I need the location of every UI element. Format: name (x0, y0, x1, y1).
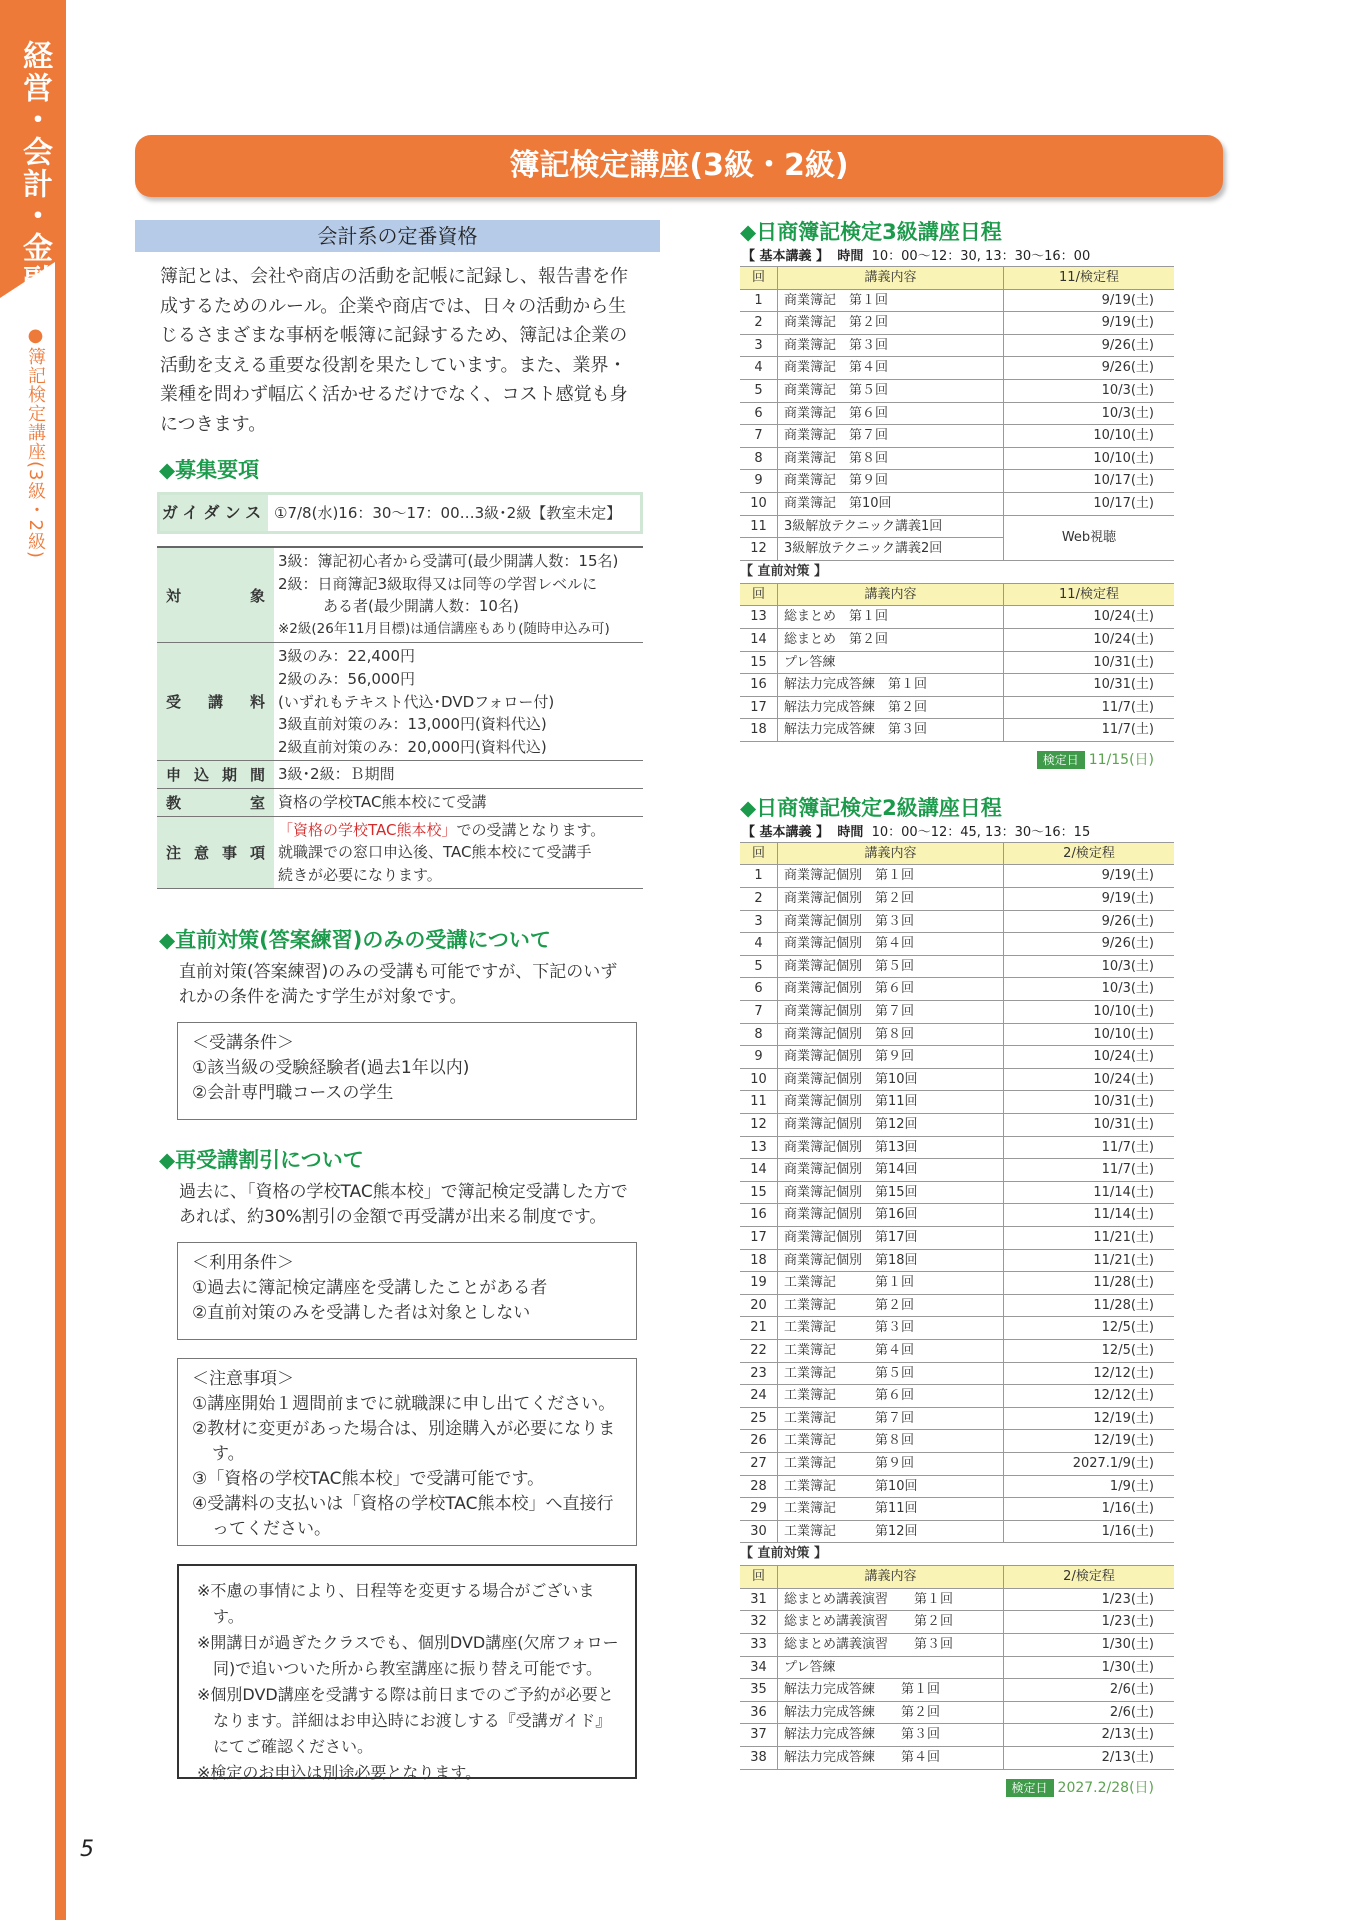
row-content: 総まとめ講義演習 第３回 (778, 1634, 1004, 1657)
row-content: 工業簿記 第４回 (778, 1339, 1004, 1362)
row-date: 10/10(土) (1004, 1001, 1175, 1024)
row-date: 9/19(土) (1004, 312, 1175, 335)
row-content: 商業簿記 第10回 (778, 492, 1004, 515)
row-content: 商業簿記 第５回 (778, 379, 1004, 402)
row-number: 15 (740, 651, 778, 674)
row-number: 33 (740, 1634, 778, 1657)
row-content: 工業簿記 第11回 (778, 1498, 1004, 1521)
table-row (740, 379, 1174, 402)
row-number: 17 (740, 1226, 778, 1249)
row-content: 商業簿記 第８回 (778, 447, 1004, 470)
table-row (740, 334, 1174, 357)
table-row (740, 628, 1174, 651)
table-row (740, 1272, 1174, 1295)
table-row (740, 1656, 1174, 1679)
table-row (740, 865, 1174, 888)
row-number: 12 (740, 1114, 778, 1137)
row-content: 解法力完成答練 第２回 (778, 1701, 1004, 1724)
schedule-3-table (740, 266, 1174, 561)
row-number: 16 (740, 674, 778, 697)
table-row (740, 312, 1174, 335)
row-number: 28 (740, 1475, 778, 1498)
page-title-banner: 簿記検定講座(3級・2級) (135, 135, 1223, 197)
row-content: 商業簿記個別 第６回 (778, 978, 1004, 1001)
row-number: 4 (740, 933, 778, 956)
table-row (740, 1385, 1174, 1408)
row-date: 12/19(土) (1004, 1407, 1175, 1430)
schedule-2-direct-label: 【 直前対策 】 (740, 1546, 828, 1562)
row-date: 10/24(土) (1004, 606, 1175, 629)
row-content: 工業簿記 第５回 (778, 1362, 1004, 1385)
sidebar-subtitle: ●簿記検定講座(3級・2級) (25, 325, 46, 559)
row-date: 10/24(土) (1004, 1068, 1175, 1091)
row-date: 12/12(土) (1004, 1362, 1175, 1385)
table-row (740, 515, 1174, 538)
table-row (740, 1588, 1174, 1611)
table-row (740, 402, 1174, 425)
caution-value: 「資格の学校TAC熊本校」での受講となります。 就職課での窓口申込後、TAC熊本校にて受講手 続きが必要になります。 (274, 816, 643, 889)
row-content: 商業簿記 第９回 (778, 470, 1004, 493)
row-number: 7 (740, 425, 778, 448)
row-date: 10/24(土) (1004, 628, 1175, 651)
table-row (740, 933, 1174, 956)
row-number: 29 (740, 1498, 778, 1521)
schedule-2-heading: ◆日商簿記検定2級講座日程 (740, 795, 1002, 820)
row-number: 10 (740, 492, 778, 515)
row-number: 8 (740, 1023, 778, 1046)
table-header: 回 講義内容 2/検定程 (740, 842, 1174, 865)
table-row (740, 1634, 1174, 1657)
web-viewing-label: Web視聴 (1004, 515, 1175, 560)
table-row (740, 719, 1174, 742)
table-row (740, 1249, 1174, 1272)
table-row (740, 1475, 1174, 1498)
rediscount-text: 過去に、「資格の学校TAC熊本校」で簿記検定受講した方であれば、約30%割引の金額で再受講が出来る制度です。 (179, 1182, 628, 1227)
row-content: 解法力完成答練 第４回 (778, 1747, 1004, 1770)
catchphrase: 会計系の定番資格 (135, 220, 660, 252)
room-value: 資格の学校TAC熊本校にて受講 (274, 788, 643, 816)
row-date: 10/3(土) (1004, 955, 1175, 978)
row-date: 10/24(土) (1004, 1046, 1175, 1069)
row-content: プレ答練 (778, 651, 1004, 674)
row-number: 8 (740, 447, 778, 470)
row-number: 14 (740, 1159, 778, 1182)
table-row (740, 1068, 1174, 1091)
caution-label: 注 意 事 項 (157, 816, 274, 889)
condition-box: ＜受講条件＞ ①該当級の受験経験者(過去1年以内) ②会計専門職コースの学生 (177, 1022, 637, 1120)
row-number: 27 (740, 1452, 778, 1475)
row-content: 商業簿記個別 第５回 (778, 955, 1004, 978)
table-row (740, 674, 1174, 697)
row-number: 31 (740, 1588, 778, 1611)
schedule-2-direct-table (740, 1565, 1174, 1769)
right-column (740, 218, 1180, 1798)
table-row (740, 1679, 1174, 1702)
row-content: 商業簿記 第３回 (778, 334, 1004, 357)
row-number: 37 (740, 1724, 778, 1747)
row-content: 総まとめ 第１回 (778, 606, 1004, 629)
row-number: 4 (740, 357, 778, 380)
row-number: 25 (740, 1407, 778, 1430)
schedule-3-direct-table (740, 583, 1174, 742)
row-content: 工業簿記 第８回 (778, 1430, 1004, 1453)
row-date: 2/6(土) (1004, 1679, 1175, 1702)
table-row (740, 1520, 1174, 1543)
row-date: 10/17(土) (1004, 492, 1175, 515)
row-number: 18 (740, 1249, 778, 1272)
row-date: 1/23(土) (1004, 1588, 1175, 1611)
row-content: 工業簿記 第３回 (778, 1317, 1004, 1340)
guidance-value: ①7/8(水)16：30〜17：00…3級･2級【教室未定】 (274, 504, 622, 522)
table-row (740, 978, 1174, 1001)
row-date: 1/30(土) (1004, 1656, 1175, 1679)
table-row (740, 1701, 1174, 1724)
table-row (740, 1159, 1174, 1182)
row-content: 解法力完成答練 第３回 (778, 1724, 1004, 1747)
table-row (157, 788, 643, 816)
row-date: 9/26(土) (1004, 910, 1175, 933)
period-label: 申 込 期 間 (157, 761, 274, 789)
row-number: 16 (740, 1204, 778, 1227)
row-date: 9/26(土) (1004, 933, 1175, 956)
row-number: 32 (740, 1611, 778, 1634)
table-row (740, 1001, 1174, 1024)
row-number: 20 (740, 1294, 778, 1317)
row-content: 商業簿記個別 第３回 (778, 910, 1004, 933)
row-content: 商業簿記個別 第16回 (778, 1204, 1004, 1227)
row-date: 11/7(土) (1004, 1136, 1175, 1159)
table-header: 回 講義内容 11/検定程 (740, 267, 1174, 290)
row-date: 9/26(土) (1004, 334, 1175, 357)
row-date: 11/7(土) (1004, 696, 1175, 719)
table-row (157, 643, 643, 761)
row-content: 商業簿記個別 第14回 (778, 1159, 1004, 1182)
table-row (740, 651, 1174, 674)
row-date: 12/19(土) (1004, 1430, 1175, 1453)
room-label: 教 室 (157, 788, 274, 816)
table-row (740, 447, 1174, 470)
table-row (740, 696, 1174, 719)
row-content: 工業簿記 第10回 (778, 1475, 1004, 1498)
row-content: プレ答練 (778, 1656, 1004, 1679)
row-content: 解法力完成答練 第１回 (778, 674, 1004, 697)
row-content: 商業簿記個別 第12回 (778, 1114, 1004, 1137)
row-number: 13 (740, 606, 778, 629)
table-row (157, 547, 643, 643)
exam-date-2: 検定日 2027.2/28(日) (740, 1778, 1154, 1798)
row-number: 1 (740, 289, 778, 312)
row-date: 1/9(土) (1004, 1475, 1175, 1498)
direct-text: 直前対策(答案練習)のみの受講も可能ですが、下記のいずれかの条件を満たす学生が対象です。 (179, 962, 618, 1007)
target-label: 対 象 (157, 547, 274, 643)
recruit-heading: ◆募集要項 (159, 458, 260, 482)
row-date: 10/10(土) (1004, 425, 1175, 448)
notes-box: ※不慮の事情により、日程等を変更する場合がございます。 ※開講日が過ぎたクラスでも、個別DVD講座(欠席フォロー同)で追いついた所から教室講座に振り替え可能です。 ※個別DVD講座を受講する際は前日までのご予約が必要となります。詳細はお申込時にお渡しする『受講ガイド』にてご確認ください。 ※検定のお申込は別途必要となります。 (177, 1564, 637, 1779)
table-header: 回 講義内容 2/検定程 (740, 1566, 1174, 1589)
rediscount-heading: ◆再受講割引について (159, 1148, 364, 1172)
guidance-row (157, 492, 643, 534)
row-date: 11/7(土) (1004, 1159, 1175, 1182)
table-row (740, 1114, 1174, 1137)
row-content: 工業簿記 第９回 (778, 1452, 1004, 1475)
row-content: 商業簿記個別 第１回 (778, 865, 1004, 888)
row-number: 3 (740, 334, 778, 357)
row-date: 10/10(土) (1004, 1023, 1175, 1046)
row-content: 商業簿記個別 第18回 (778, 1249, 1004, 1272)
row-date: 10/3(土) (1004, 402, 1175, 425)
table-row (740, 1362, 1174, 1385)
table-row (740, 1611, 1174, 1634)
row-number: 23 (740, 1362, 778, 1385)
schedule-3-direct-label: 【 直前対策 】 (740, 563, 828, 579)
table-row (740, 1724, 1174, 1747)
page-number: 5 (80, 1837, 94, 1862)
row-number: 34 (740, 1656, 778, 1679)
row-number: 3 (740, 910, 778, 933)
table-row (740, 1181, 1174, 1204)
table-row (740, 1226, 1174, 1249)
schedule-3-heading: ◆日商簿記検定3級講座日程 (740, 220, 1002, 244)
row-content: 解法力完成答練 第１回 (778, 1679, 1004, 1702)
intro-text: 簿記とは、会社や商店の活動を記帳に記録し、報告書を作成するためのルール。企業や商店では、日々の活動から生じるさまざまな事柄を帳簿に記録するため、簿記は企業の活動を支える重要な役割を果たしています。また、業界・業種を問わず幅広く活かせるだけでなく、コスト感覚も身につきます。 (160, 266, 628, 435)
sidebar-title: 経営・会計・金融 (17, 40, 52, 296)
row-content: 総まとめ 第２回 (778, 628, 1004, 651)
row-date: 1/30(土) (1004, 1634, 1175, 1657)
table-row (740, 1339, 1174, 1362)
row-number: 17 (740, 696, 778, 719)
fee-value: 3級のみ：22,400円 2級のみ：56,000円 (いずれもテキスト代込･DVDフォロー付) 3級直前対策のみ：13,000円(資料代込) 2級直前対策のみ：20,000円(資料代込) (274, 643, 643, 761)
row-number: 9 (740, 470, 778, 493)
row-content: 商業簿記個別 第７回 (778, 1001, 1004, 1024)
row-number: 7 (740, 1001, 778, 1024)
row-content: 商業簿記 第１回 (778, 289, 1004, 312)
table-row (740, 1498, 1174, 1521)
row-number: 26 (740, 1430, 778, 1453)
row-content: 工業簿記 第１回 (778, 1272, 1004, 1295)
table-row (740, 1317, 1174, 1340)
direct-heading: ◆直前対策(答案練習)のみの受講について (159, 928, 551, 952)
row-number: 19 (740, 1272, 778, 1295)
row-content: 商業簿記個別 第11回 (778, 1091, 1004, 1114)
row-date: 11/21(土) (1004, 1249, 1175, 1272)
row-content: 商業簿記個別 第９回 (778, 1046, 1004, 1069)
row-content: 商業簿記個別 第10回 (778, 1068, 1004, 1091)
row-number: 22 (740, 1339, 778, 1362)
notice-box: ＜注意事項＞ ①講座開始１週間前までに就職課に申し出てください。 ②教材に変更があった場合は、別途購入が必要になります。 ③「資格の学校TAC熊本校」で受講可能です。 ④受講料の支払いは「資格の学校TAC熊本校」へ直接行ってください。 (177, 1358, 637, 1546)
schedule-3-meta: 【 基本講義 】 時間 10：00〜12：30, 13：30〜16：00 (742, 249, 1091, 264)
row-number: 5 (740, 379, 778, 402)
row-content: 商業簿記個別 第15回 (778, 1181, 1004, 1204)
row-date: 11/21(土) (1004, 1226, 1175, 1249)
row-content: 総まとめ講義演習 第１回 (778, 1588, 1004, 1611)
row-content: 工業簿記 第２回 (778, 1294, 1004, 1317)
table-row (740, 1204, 1174, 1227)
table-row (740, 470, 1174, 493)
row-date: 10/10(土) (1004, 447, 1175, 470)
row-date: 10/31(土) (1004, 674, 1175, 697)
row-content: 工業簿記 第７回 (778, 1407, 1004, 1430)
schedule-2-table (740, 842, 1174, 1543)
fee-label: 受 講 料 (157, 643, 274, 761)
table-row (740, 492, 1174, 515)
row-content: 商業簿記 第７回 (778, 425, 1004, 448)
table-row (157, 761, 643, 789)
table-row (740, 955, 1174, 978)
row-number: 30 (740, 1520, 778, 1543)
guidance-label: ガイダンス (160, 495, 268, 531)
schedule-2-meta: 【 基本講義 】 時間 10：00〜12：45, 13：30〜16：15 (742, 824, 1091, 840)
row-number: 36 (740, 1701, 778, 1724)
row-number: 5 (740, 955, 778, 978)
row-date: 9/19(土) (1004, 865, 1175, 888)
row-number: 15 (740, 1181, 778, 1204)
target-value: 3級：簿記初心者から受講可(最少開講人数：15名) 2級：日商簿記3級取得又は同等の学習レベルに ある者(最少開講人数：10名) ※2級(26年11月目標)は通信講座もあり(随時申込み可) (274, 547, 643, 643)
row-date: 10/31(土) (1004, 1091, 1175, 1114)
row-number: 38 (740, 1747, 778, 1770)
row-number: 18 (740, 719, 778, 742)
exam-date-3: 検定日 11/15(日) (740, 750, 1154, 770)
row-content: 商業簿記個別 第４回 (778, 933, 1004, 956)
row-number: 11 (740, 1091, 778, 1114)
row-number: 24 (740, 1385, 778, 1408)
row-number: 1 (740, 865, 778, 888)
row-date: 10/31(土) (1004, 1114, 1175, 1137)
row-date: 12/12(土) (1004, 1385, 1175, 1408)
row-content: 解法力完成答練 第３回 (778, 719, 1004, 742)
row-number: 6 (740, 402, 778, 425)
table-row (740, 425, 1174, 448)
table-header: 回 講義内容 11/検定程 (740, 583, 1174, 606)
row-date: 9/26(土) (1004, 357, 1175, 380)
row-number: 9 (740, 1046, 778, 1069)
table-row (740, 1046, 1174, 1069)
row-date: 11/14(土) (1004, 1181, 1175, 1204)
table-row (740, 289, 1174, 312)
row-number: 35 (740, 1679, 778, 1702)
row-content: 3級解放テクニック講義2回 (778, 538, 1004, 561)
row-content: 商業簿記個別 第17回 (778, 1226, 1004, 1249)
row-number: 12 (740, 538, 778, 561)
table-row (740, 1023, 1174, 1046)
row-date: 9/19(土) (1004, 289, 1175, 312)
row-number: 11 (740, 515, 778, 538)
requirements-table (157, 546, 643, 889)
row-number: 6 (740, 978, 778, 1001)
row-date: 11/28(土) (1004, 1272, 1175, 1295)
row-date: 1/16(土) (1004, 1520, 1175, 1543)
row-date: 11/14(土) (1004, 1204, 1175, 1227)
table-row (740, 1430, 1174, 1453)
table-row (157, 816, 643, 889)
table-row (740, 1407, 1174, 1430)
row-number: 14 (740, 628, 778, 651)
row-content: 商業簿記個別 第８回 (778, 1023, 1004, 1046)
row-number: 10 (740, 1068, 778, 1091)
table-row (740, 357, 1174, 380)
row-number: 13 (740, 1136, 778, 1159)
row-date: 11/7(土) (1004, 719, 1175, 742)
period-value: 3級･2級：Ｂ期間 (274, 761, 643, 789)
row-content: 商業簿記 第４回 (778, 357, 1004, 380)
row-date: 1/23(土) (1004, 1611, 1175, 1634)
use-condition-box: ＜利用条件＞ ①過去に簿記検定講座を受講したことがある者 ②直前対策のみを受講した者は対象としない (177, 1242, 637, 1340)
row-date: 12/5(土) (1004, 1339, 1175, 1362)
row-content: 商業簿記個別 第13回 (778, 1136, 1004, 1159)
row-date: 2/13(土) (1004, 1724, 1175, 1747)
table-row (740, 888, 1174, 911)
table-row (740, 1294, 1174, 1317)
row-date: 10/31(土) (1004, 651, 1175, 674)
left-column (135, 220, 660, 1782)
row-number: 2 (740, 888, 778, 911)
table-row (740, 910, 1174, 933)
row-content: 商業簿記個別 第２回 (778, 888, 1004, 911)
table-row (740, 606, 1174, 629)
table-row (740, 1091, 1174, 1114)
row-number: 21 (740, 1317, 778, 1340)
row-date: 2027.1/9(土) (1004, 1452, 1175, 1475)
row-content: 3級解放テクニック講義1回 (778, 515, 1004, 538)
row-content: 商業簿記 第６回 (778, 402, 1004, 425)
row-date: 2/6(土) (1004, 1701, 1175, 1724)
table-row (740, 1747, 1174, 1770)
row-content: 工業簿記 第６回 (778, 1385, 1004, 1408)
row-date: 9/19(土) (1004, 888, 1175, 911)
row-date: 11/28(土) (1004, 1294, 1175, 1317)
row-date: 2/13(土) (1004, 1747, 1175, 1770)
row-date: 10/3(土) (1004, 978, 1175, 1001)
table-row (740, 1452, 1174, 1475)
row-date: 12/5(土) (1004, 1317, 1175, 1340)
row-date: 10/3(土) (1004, 379, 1175, 402)
row-content: 総まとめ講義演習 第２回 (778, 1611, 1004, 1634)
row-content: 商業簿記 第２回 (778, 312, 1004, 335)
row-number: 2 (740, 312, 778, 335)
row-content: 工業簿記 第12回 (778, 1520, 1004, 1543)
table-row (740, 1136, 1174, 1159)
row-date: 1/16(土) (1004, 1498, 1175, 1521)
row-content: 解法力完成答練 第２回 (778, 696, 1004, 719)
row-date: 10/17(土) (1004, 470, 1175, 493)
